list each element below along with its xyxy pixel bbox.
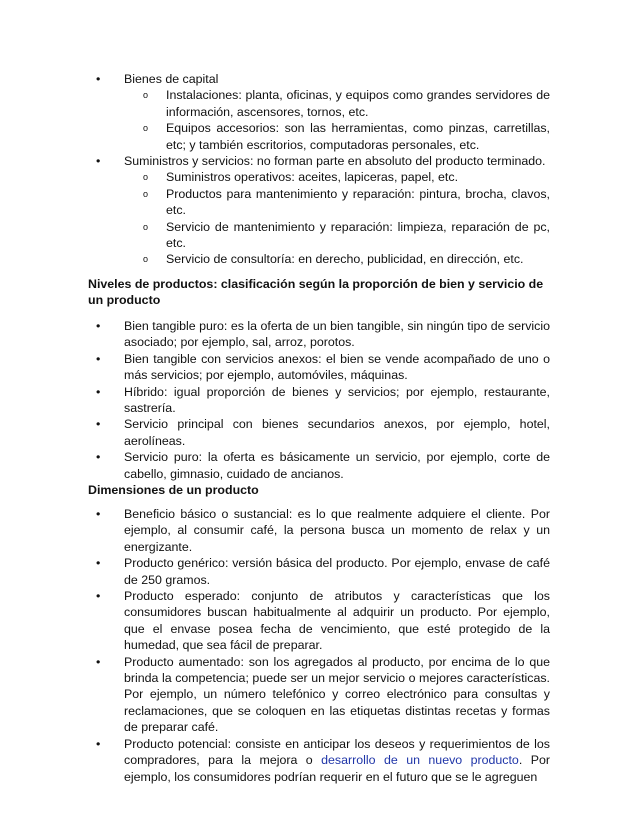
bullet-icon: • [96, 72, 101, 86]
list-item-text [124, 737, 550, 784]
section-heading-dimensiones: Dimensiones de un producto [88, 483, 259, 497]
bullet-icon: • [96, 589, 101, 604]
list-item [0, 555, 638, 588]
product-levels-list [0, 318, 638, 482]
list-item [0, 416, 638, 449]
list-item [0, 654, 638, 736]
list-subitem-text: Servicio de consultoría: en derecho, publicidad, en dirección, etc. [166, 252, 524, 267]
list-item-text: Híbrido: igual proporción de bienes y servicios; por ejemplo, restaurante, sastrería. [124, 384, 550, 416]
text-after-link: . Por ejemplo, los consumidores podrían requerir en el futuro que se le agreguen [124, 753, 550, 784]
bullet-icon: • [96, 417, 101, 432]
list-subitem-text: Servicio de mantenimiento y reparación: limpieza, reparación de pc, etc. [166, 219, 550, 251]
list-item [0, 351, 638, 384]
list-item [0, 384, 638, 417]
section-heading-niveles: Niveles de productos: clasificación según la proporción de bien y servicio de un producto [88, 277, 544, 308]
list-item-text: Bienes de capital [124, 72, 219, 86]
new-product-development-link[interactable]: desarrollo de un nuevo producto [321, 753, 519, 768]
list-subitem-text: Instalaciones: planta, oficinas, y equipos como grandes servidores de información, ascensores, tornos, etc. [166, 88, 550, 119]
list-item-text: Producto aumentado: son los agregados al producto, por encima de lo que brinda la competencia; puede ser un mejor servicio o mejores características. Por ejemplo, un número telefónico y correo electrónico para consultas y reclamaciones, que se coloquen en las etiquetas distintas recetas y formas de preparar café. [124, 654, 550, 735]
list-item-text: Producto esperado: conjunto de atributos y características que los consumidores buscan habitualmente al adquirir un producto. Por ejemplo, que el envase posea fecha de vencimiento, que esté protegido de la humedad, que sea fácil de preparar. [124, 589, 550, 653]
list-item-text: Servicio principal con bienes secundarios anexos, por ejemplo, hotel, aerolíneas. [124, 417, 550, 448]
bullet-icon: • [96, 384, 101, 399]
list-item [0, 71, 638, 87]
circle-bullet-icon: o [143, 90, 149, 101]
bullet-icon: • [96, 556, 101, 571]
bullet-icon: • [96, 154, 101, 169]
circle-bullet-icon: o [143, 188, 149, 199]
bullet-icon: • [96, 736, 101, 751]
list-item-text: Beneficio básico o sustancial: es lo que realmente adquiere el cliente. Por ejemplo, al consumir café, la persona busca un momento de relax y un energizante. [124, 507, 550, 554]
bullet-icon: • [96, 319, 101, 333]
capital-goods-list [0, 71, 638, 268]
bullet-icon: • [96, 507, 101, 521]
list-item [0, 318, 638, 351]
circle-bullet-icon: o [143, 172, 149, 183]
list-item-text: Producto genérico: versión básica del producto. Por ejemplo, envase de café de 250 gramos. [124, 556, 550, 587]
list-item [0, 588, 638, 654]
list-subitem-text: Suministros operativos: aceites, lapiceras, papel, etc. [166, 170, 459, 185]
list-item [0, 736, 638, 785]
list-subitem [0, 120, 638, 153]
list-item-text: Suministros y servicios: no forman parte en absoluto del producto terminado. [124, 154, 546, 169]
bullet-icon: • [96, 654, 101, 669]
circle-bullet-icon: o [143, 221, 149, 232]
product-dimensions-list [0, 506, 638, 785]
list-item-text: Bien tangible puro: es la oferta de un bien tangible, sin ningún tipo de servicio asociado; por ejemplo, sal, arroz, porotos. [124, 319, 550, 350]
list-subitem [0, 87, 638, 120]
bullet-icon: • [96, 450, 101, 465]
list-subitem [0, 219, 638, 252]
list-item-text: Bien tangible con servicios anexos: el bien se vende acompañado de uno o más servicios; por ejemplo, automóviles, máquinas. [124, 351, 550, 383]
list-item-text: Servicio puro: la oferta es básicamente un servicio, por ejemplo, corte de cabello, gimnasio, cuidado de ancianos. [124, 450, 550, 481]
list-subitem [0, 186, 638, 219]
list-subitem-text: Equipos accesorios: son las herramientas, como pinzas, carretillas, etc; y también escritorios, computadoras personales, etc. [166, 121, 550, 152]
bullet-icon: • [96, 351, 101, 366]
list-item [0, 153, 638, 169]
circle-bullet-icon: o [143, 254, 149, 265]
list-subitem [0, 251, 638, 267]
list-subitem-text: Productos para mantenimiento y reparación: pintura, brocha, clavos, etc. [166, 186, 550, 218]
circle-bullet-icon: o [143, 123, 149, 134]
list-item [0, 506, 638, 555]
text-before-link: Producto potencial: consiste en anticipar los deseos y requerimientos de los compradores, para la mejora o [124, 736, 550, 768]
list-subitem [0, 169, 638, 185]
list-item [0, 449, 638, 482]
